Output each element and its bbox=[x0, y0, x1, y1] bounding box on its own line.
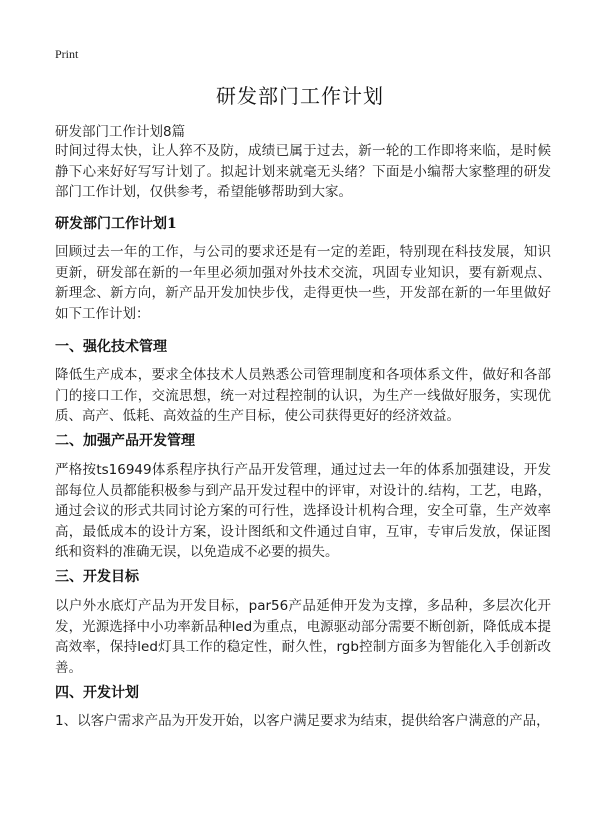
document-subtitle: 研发部门工作计划8篇 bbox=[55, 124, 186, 140]
item-heading: 四、开发计划 bbox=[55, 685, 139, 701]
section-paragraph: 回顾过去一年的工作，与公司的要求还是有一定的差距，特别现在科技发展，知识更新，研发部在新的一年里必须加强对外技术交流，巩固专业知识，要有新观点、新理念、新方向，新产品开发加快步伐，走得更快一些，开发部在新的一年里做好如下工作计划： bbox=[55, 244, 551, 322]
section-heading: 研发部门工作计划1 bbox=[55, 216, 177, 232]
print-label[interactable]: Print bbox=[55, 47, 79, 61]
item-paragraph: 以户外水底灯产品为开发目标，par56产品延伸开发为支撑，多品种，多层次化开发，光源选择中小功率新品种led为重点，电源驱动部分需要不断创新，降低成本提高效率，保持led灯具工作的稳定性，耐久性，rgb控制方面多为智能化入手创新改善。 bbox=[55, 598, 551, 676]
page-title: 研发部门工作计划 bbox=[216, 84, 384, 108]
intro-paragraph: 时间过得太快，让人猝不及防，成绩已属于过去，新一轮的工作即将来临，是时候静下心来好好写写计划了。拟起计划来就毫无头绪？下面是小编帮大家整理的研发部门工作计划，仅供参考，希望能够帮助到大家。 bbox=[55, 143, 551, 200]
item-paragraph: 降低生产成本，要求全体技术人员熟悉公司管理制度和各项体系文件，做好和各部门的接口工作，交流思想，统一对过程控制的认识，为生产一线做好服务，实现优质、高产、低耗、高效益的生产目标，使公司获得更好的经济效益。 bbox=[55, 367, 551, 424]
item-heading: 二、加强产品开发管理 bbox=[55, 433, 195, 449]
item-paragraph: 严格按ts16949体系程序执行产品开发管理，通过过去一年的体系加强建设，开发部每位人员都能积极参与到产品开发过程中的评审，对设计的.结构，工艺，电路，通过会议的形式共同讨论方案的可行性，选择设计机构合理，安全可靠，生产效率高，最低成本的设计方案，设计图纸和文件通过自审，互审，专审后发放，保证图纸和资料的准确无误，以免造成不必要的损失。 bbox=[55, 462, 551, 560]
item-heading: 三、开发目标 bbox=[55, 569, 139, 585]
item-paragraph: 1、以客户需求产品为开发开始，以客户满足要求为结束，提供给客户满意的产品， bbox=[55, 713, 550, 729]
item-heading: 一、强化技术管理 bbox=[55, 339, 167, 355]
